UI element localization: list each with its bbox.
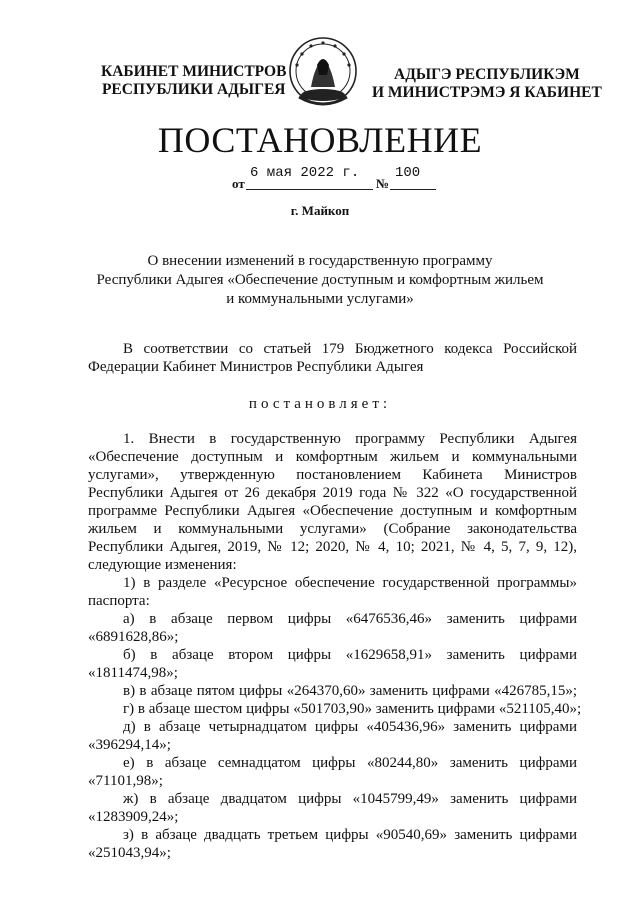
document-title: ПОСТАНОВЛЕНИЕ — [157, 120, 483, 160]
subject-line-1: О внесении изменений в государственную программу — [147, 253, 493, 269]
preamble — [88, 340, 577, 376]
date-underline — [246, 189, 373, 190]
city-name: г. Майкоп — [290, 203, 350, 218]
date-from-label: от — [232, 176, 245, 191]
body-line: программе Республики Адыгея «Обеспечение доступным и комфортным — [88, 503, 577, 519]
body-line: е) в абзаце семнадцатом цифры «80244,80» заменить цифрами — [123, 755, 577, 771]
issuer-adyghe-line-2: И МИНИСТРЭМЭ Я КАБИНЕТ — [372, 84, 602, 101]
body-line: з) в абзаце двадцать третьем цифры «90540,69» заменить цифрами — [123, 827, 577, 843]
body-line: «71101,98»; — [88, 773, 163, 789]
number-label: № — [376, 176, 390, 191]
subject-line-3: и коммунальными услугами» — [226, 291, 414, 307]
body-line: паспорта: — [88, 593, 150, 609]
date-value: 6 мая 2022 г. — [250, 165, 360, 181]
issuer-name-adyghe — [372, 66, 602, 102]
document-subject — [60, 252, 580, 309]
body-line: услугами», утвержденную постановлением Кабинета Министров — [88, 467, 577, 483]
issuer-line-1: КАБИНЕТ МИНИСТРОВ — [101, 63, 287, 80]
body-line: «Обеспечение доступным и комфортным жильем и коммунальными — [88, 449, 577, 465]
body-line: а) в абзаце первом цифры «6476536,46» заменить цифрами — [123, 611, 577, 627]
body-line: «1811474,98»; — [88, 665, 178, 681]
preamble-line-1: В соответствии со статьей 179 Бюджетного кодекса Российской — [123, 341, 577, 357]
issuer-adyghe-line-1: АДЫГЭ РЕСПУБЛИКЭМ — [394, 66, 580, 83]
body-line: Республики Адыгея, 2019, № 12; 2020, № 4, 10; 2021, № 4, 5, 7, 9, 12), — [88, 539, 577, 555]
body-line: в) в абзаце пятом цифры «264370,60» заменить цифрами «426785,15»; — [123, 683, 577, 699]
body-line: д) в абзаце четырнадцатом цифры «405436,96» заменить цифрами — [123, 719, 577, 735]
preamble-line-2: Федерации Кабинет Министров Республики Адыгея — [88, 359, 424, 375]
body-line: жильем и коммунальными услугами» (Собрание законодательства — [88, 521, 577, 537]
issuer-name-russian — [101, 63, 286, 99]
body-line: г) в абзаце шестом цифры «501703,90» заменить цифрами «521105,40»; — [123, 701, 582, 717]
body-line: Республики Адыгея от 26 декабря 2019 года № 322 «О государственной — [88, 485, 577, 501]
body-line: 1. Внести в государственную программу Республики Адыгея — [123, 431, 577, 447]
number-value: 100 — [395, 165, 421, 181]
body-text — [88, 430, 582, 862]
body-line: б) в абзаце втором цифры «1629658,91» заменить цифрами — [123, 647, 577, 663]
body-line: «1283909,24»; — [88, 809, 179, 825]
body-line: ж) в абзаце двадцатом цифры «1045799,49» заменить цифрами — [123, 791, 577, 807]
body-line: 1) в разделе «Ресурсное обеспечение государственной программы» — [123, 575, 577, 591]
body-line: «6891628,86»; — [88, 629, 179, 645]
body-line: «251043,94»; — [88, 845, 171, 861]
number-underline — [390, 189, 436, 190]
issuer-line-2: РЕСПУБЛИКИ АДЫГЕЯ — [101, 81, 286, 98]
body-line: «396294,14»; — [88, 737, 171, 753]
decree-word: постановляет: — [248, 396, 392, 412]
subject-line-2: Республики Адыгея «Обеспечение доступным и комфортным жильем — [96, 272, 544, 288]
body-line: следующие изменения: — [88, 557, 237, 573]
coat-of-arms-emblem — [287, 35, 359, 113]
